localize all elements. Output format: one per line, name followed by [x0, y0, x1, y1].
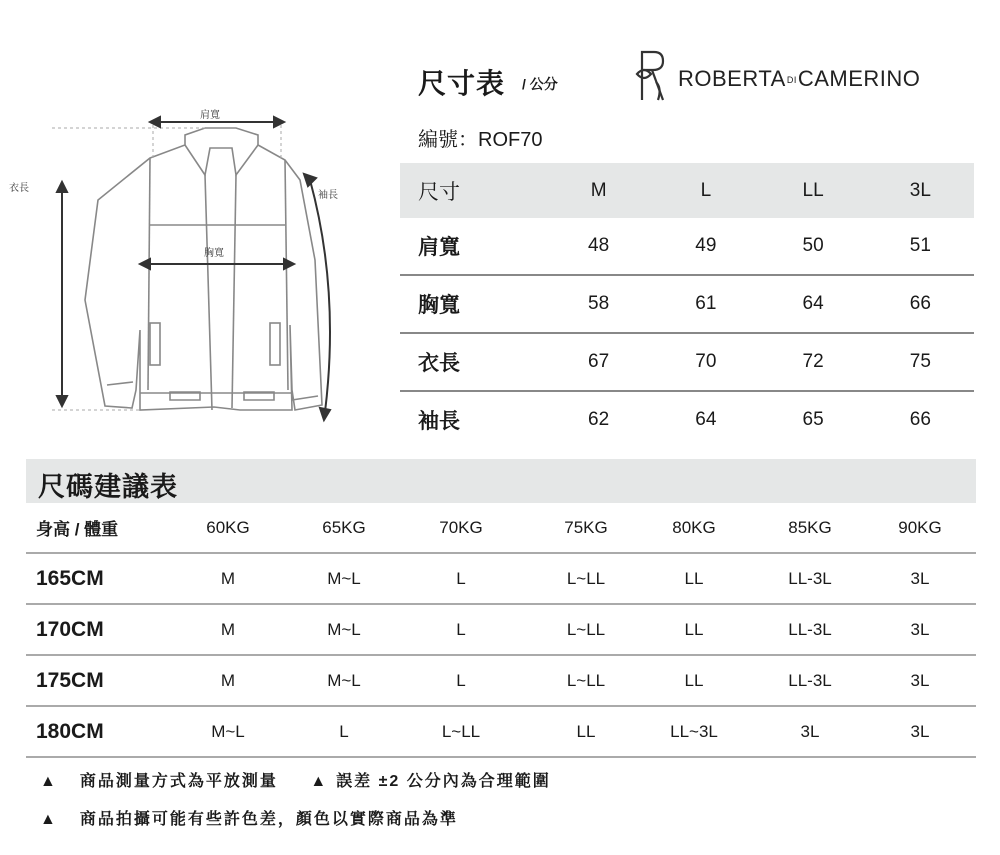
table-row — [26, 656, 976, 707]
table-cell: M~L — [327, 568, 361, 588]
table-cell: LL — [684, 568, 704, 588]
note-text: 商品測量方式為平放測量 — [79, 773, 278, 790]
table-cell: 85KG — [788, 517, 832, 537]
note-line-1 — [40, 768, 551, 791]
table-cell: 66 — [909, 409, 931, 430]
table-cell: 58 — [588, 293, 610, 314]
row-header: 180CM — [36, 719, 104, 743]
table-cell: 70 — [695, 351, 717, 372]
table-cell: 65KG — [322, 517, 366, 537]
table-cell: M — [220, 568, 236, 588]
table-cell: LL-3L — [788, 670, 832, 690]
recommend-title: 尺碼建議表 — [38, 472, 178, 502]
table-row — [400, 334, 974, 392]
size-header-cell: L — [700, 179, 712, 201]
unit-label: / 公分 — [522, 76, 558, 92]
triangle-icon: ▲ — [40, 811, 58, 828]
table-cell: 67 — [588, 351, 610, 372]
size-table — [400, 163, 974, 448]
row-label: 肩寬 — [418, 236, 460, 259]
table-cell: 50 — [802, 235, 824, 256]
table-cell: 70KG — [439, 517, 483, 537]
table-row — [400, 276, 974, 334]
triangle-icon: ▲ — [310, 773, 329, 790]
table-cell: L — [339, 721, 349, 741]
table-cell: M — [220, 619, 236, 639]
table-cell: LL~3L — [670, 721, 718, 741]
table-cell: 48 — [588, 235, 610, 256]
table-cell: 60KG — [206, 517, 250, 537]
table-cell: LL-3L — [788, 619, 832, 639]
label-chest: 胸寬 — [204, 248, 224, 259]
table-row — [26, 554, 976, 605]
table-cell: L~LL — [441, 721, 481, 741]
table-cell: 62 — [588, 409, 610, 430]
table-cell: L — [456, 619, 466, 639]
table-row — [400, 218, 974, 276]
row-label: 衣長 — [418, 352, 460, 375]
table-cell: 90KG — [898, 517, 942, 537]
row-header: 165CM — [36, 566, 104, 590]
table-cell: 3L — [800, 721, 820, 741]
label-length: 衣長 — [9, 183, 29, 194]
table-row — [400, 392, 974, 448]
table-cell: L — [456, 670, 466, 690]
row-label: 胸寬 — [418, 294, 460, 317]
table-cell: M — [220, 670, 236, 690]
row-header: 身高 / 體重 — [36, 520, 119, 539]
table-cell: M~L — [327, 670, 361, 690]
table-cell: LL — [684, 670, 704, 690]
table-cell: 80KG — [672, 517, 716, 537]
triangle-icon: ▲ — [40, 773, 58, 790]
table-cell: LL — [576, 721, 596, 741]
label-sleeve: 袖長 — [318, 190, 338, 201]
table-cell: M~L — [211, 721, 245, 741]
table-cell: L~LL — [566, 619, 606, 639]
table-row — [26, 707, 976, 758]
recommend-table — [26, 503, 976, 758]
table-cell: L~LL — [566, 568, 606, 588]
table-cell: 3L — [910, 670, 930, 690]
table-cell: 75KG — [564, 517, 608, 537]
row-label: 袖長 — [418, 410, 460, 433]
table-row — [26, 605, 976, 656]
table-cell: 65 — [802, 409, 824, 430]
table-cell: 72 — [802, 351, 824, 372]
note-text: 商品拍攝可能有些許色差，顏色以實際商品為準 — [79, 811, 458, 828]
table-cell: 64 — [802, 293, 824, 314]
label-shoulder: 肩寬 — [200, 110, 220, 121]
table-cell: 75 — [909, 351, 931, 372]
size-header-cell: LL — [802, 179, 824, 201]
note-line-2 — [40, 806, 458, 829]
row-header: 175CM — [36, 668, 104, 692]
table-cell: 49 — [695, 235, 717, 256]
size-header-cell: 尺寸 — [418, 180, 460, 204]
brand-name: ROBERTADICAMERINO — [678, 66, 921, 91]
note-text: 誤差 ±2 公分內為合理範圍 — [336, 773, 551, 790]
table-cell: L — [456, 568, 466, 588]
table-cell: LL-3L — [788, 568, 832, 588]
table-cell: 3L — [910, 721, 930, 741]
size-header-cell: 3L — [909, 179, 931, 201]
table-cell: LL — [684, 619, 704, 639]
table-cell: 61 — [695, 293, 717, 314]
size-table-header — [400, 163, 974, 218]
table-cell: M~L — [327, 619, 361, 639]
page-title: 尺寸表 — [418, 68, 506, 99]
table-cell: 64 — [695, 409, 717, 430]
table-cell: 51 — [909, 235, 931, 256]
brand-logo-icon — [630, 44, 672, 106]
table-cell: L~LL — [566, 670, 606, 690]
row-header: 170CM — [36, 617, 104, 641]
table-cell: 66 — [909, 293, 931, 314]
table-cell: 3L — [910, 619, 930, 639]
table-row — [26, 503, 976, 554]
size-header-cell: M — [590, 179, 607, 201]
jacket-diagram — [0, 95, 400, 435]
recommend-header-bar — [26, 459, 976, 503]
table-cell: 3L — [910, 568, 930, 588]
model-number: 編號：ROF70 — [418, 129, 543, 151]
